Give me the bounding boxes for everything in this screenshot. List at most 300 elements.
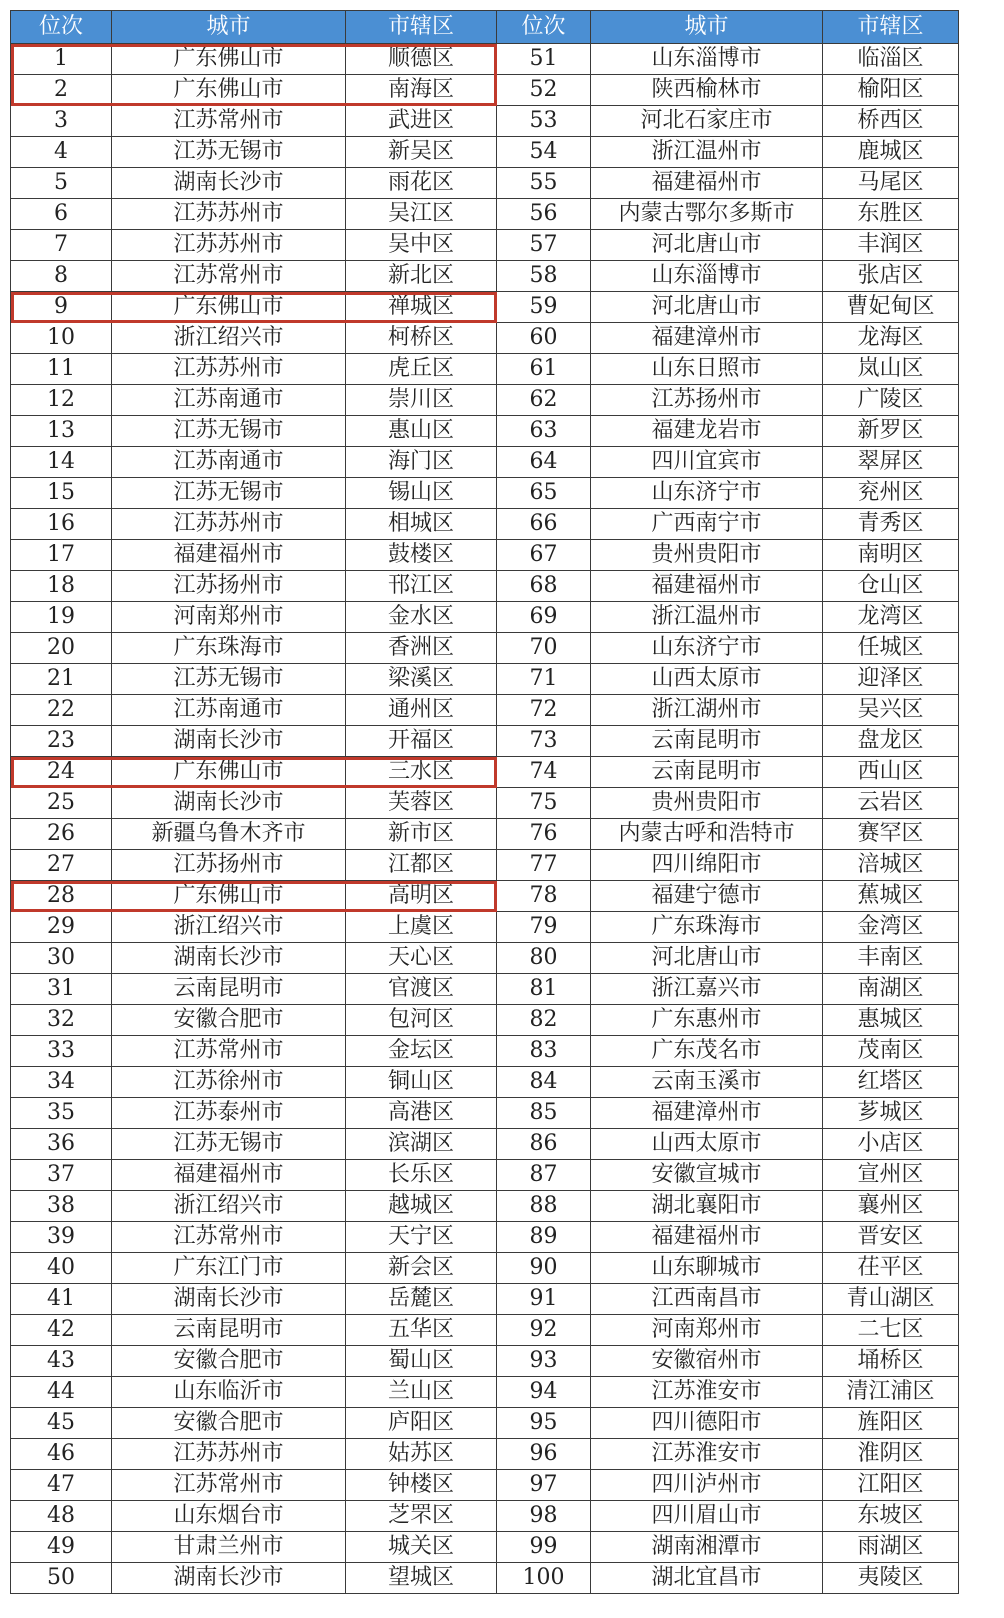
city-cell: 内蒙古鄂尔多斯市 [591, 199, 823, 230]
district-cell: 开福区 [346, 726, 497, 757]
rank-cell: 36 [11, 1129, 112, 1160]
table-row [11, 912, 959, 943]
city-cell: 福建福州市 [591, 1222, 823, 1253]
rank-cell: 13 [11, 416, 112, 447]
district-cell: 江都区 [346, 850, 497, 881]
table-row [11, 1532, 959, 1563]
city-cell: 江苏南通市 [112, 385, 346, 416]
table-row [11, 1005, 959, 1036]
table-row [11, 1191, 959, 1222]
rank-cell: 85 [497, 1098, 591, 1129]
district-cell: 清江浦区 [823, 1377, 959, 1408]
district-cell: 东坡区 [823, 1501, 959, 1532]
table-row [11, 1222, 959, 1253]
rank-cell: 34 [11, 1067, 112, 1098]
rank-cell: 37 [11, 1160, 112, 1191]
city-cell: 福建福州市 [112, 1160, 346, 1191]
district-cell: 新北区 [346, 261, 497, 292]
rank-cell: 71 [497, 664, 591, 695]
rank-cell: 76 [497, 819, 591, 850]
rank-cell: 46 [11, 1439, 112, 1470]
district-cell: 仓山区 [823, 571, 959, 602]
city-cell: 广东珠海市 [112, 633, 346, 664]
city-cell: 福建福州市 [112, 540, 346, 571]
city-cell: 河北唐山市 [591, 292, 823, 323]
rank-cell: 44 [11, 1377, 112, 1408]
district-cell: 翠屏区 [823, 447, 959, 478]
table-row [11, 1036, 959, 1067]
district-cell: 官渡区 [346, 974, 497, 1005]
city-cell: 广东佛山市 [112, 75, 346, 106]
district-cell: 青秀区 [823, 509, 959, 540]
district-cell: 鹿城区 [823, 137, 959, 168]
city-cell: 江苏苏州市 [112, 230, 346, 261]
rank-cell: 57 [497, 230, 591, 261]
rank-cell: 4 [11, 137, 112, 168]
rank-cell: 7 [11, 230, 112, 261]
city-cell: 浙江嘉兴市 [591, 974, 823, 1005]
rank-cell: 74 [497, 757, 591, 788]
table-row [11, 1315, 959, 1346]
city-cell: 四川眉山市 [591, 1501, 823, 1532]
city-cell: 云南昆明市 [591, 757, 823, 788]
city-cell: 湖南长沙市 [112, 168, 346, 199]
rank-cell: 89 [497, 1222, 591, 1253]
district-cell: 雨花区 [346, 168, 497, 199]
city-cell: 四川宜宾市 [591, 447, 823, 478]
district-cell: 通州区 [346, 695, 497, 726]
rank-cell: 47 [11, 1470, 112, 1501]
city-cell: 山西太原市 [591, 664, 823, 695]
rank-cell: 42 [11, 1315, 112, 1346]
rank-cell: 62 [497, 385, 591, 416]
district-cell: 夷陵区 [823, 1563, 959, 1594]
district-cell: 兰山区 [346, 1377, 497, 1408]
district-cell: 岳麓区 [346, 1284, 497, 1315]
city-cell: 江苏苏州市 [112, 1439, 346, 1470]
table-row [11, 137, 959, 168]
city-cell: 安徽合肥市 [112, 1408, 346, 1439]
table-row [11, 602, 959, 633]
district-cell: 海门区 [346, 447, 497, 478]
table-row [11, 1377, 959, 1408]
header-district-right: 市辖区 [823, 11, 959, 44]
district-cell: 迎泽区 [823, 664, 959, 695]
rank-cell: 64 [497, 447, 591, 478]
city-cell: 四川绵阳市 [591, 850, 823, 881]
table-row [11, 44, 959, 75]
table-row [11, 974, 959, 1005]
city-cell: 江苏淮安市 [591, 1377, 823, 1408]
rank-cell: 23 [11, 726, 112, 757]
city-cell: 四川德阳市 [591, 1408, 823, 1439]
ranking-table-container [10, 10, 959, 1594]
district-cell: 淮阴区 [823, 1439, 959, 1470]
header-city-right: 城市 [591, 11, 823, 44]
rank-cell: 84 [497, 1067, 591, 1098]
district-cell: 吴兴区 [823, 695, 959, 726]
rank-cell: 80 [497, 943, 591, 974]
city-cell: 江苏苏州市 [112, 354, 346, 385]
table-row [11, 633, 959, 664]
rank-cell: 73 [497, 726, 591, 757]
district-cell: 鼓楼区 [346, 540, 497, 571]
city-cell: 江苏南通市 [112, 695, 346, 726]
rank-cell: 52 [497, 75, 591, 106]
city-cell: 河北石家庄市 [591, 106, 823, 137]
city-cell: 湖南长沙市 [112, 1563, 346, 1594]
rank-cell: 97 [497, 1470, 591, 1501]
table-row [11, 1501, 959, 1532]
city-cell: 河南郑州市 [591, 1315, 823, 1346]
district-cell: 赛罕区 [823, 819, 959, 850]
rank-cell: 16 [11, 509, 112, 540]
rank-cell: 92 [497, 1315, 591, 1346]
rank-cell: 67 [497, 540, 591, 571]
district-cell: 临淄区 [823, 44, 959, 75]
city-cell: 江苏常州市 [112, 1036, 346, 1067]
table-row [11, 1067, 959, 1098]
table-row [11, 540, 959, 571]
rank-cell: 24 [11, 757, 112, 788]
district-cell: 姑苏区 [346, 1439, 497, 1470]
table-row [11, 1470, 959, 1501]
rank-cell: 2 [11, 75, 112, 106]
rank-cell: 28 [11, 881, 112, 912]
city-cell: 江苏无锡市 [112, 1129, 346, 1160]
city-cell: 浙江绍兴市 [112, 912, 346, 943]
rank-cell: 35 [11, 1098, 112, 1129]
city-cell: 湖南长沙市 [112, 1284, 346, 1315]
city-cell: 陕西榆林市 [591, 75, 823, 106]
table-row [11, 819, 959, 850]
rank-cell: 65 [497, 478, 591, 509]
table-row [11, 1346, 959, 1377]
district-cell: 张店区 [823, 261, 959, 292]
district-cell: 芙蓉区 [346, 788, 497, 819]
city-cell: 江苏无锡市 [112, 664, 346, 695]
district-cell: 东胜区 [823, 199, 959, 230]
district-cell: 芗城区 [823, 1098, 959, 1129]
rank-cell: 78 [497, 881, 591, 912]
rank-cell: 61 [497, 354, 591, 385]
city-cell: 山西太原市 [591, 1129, 823, 1160]
city-cell: 山东临沂市 [112, 1377, 346, 1408]
rank-cell: 27 [11, 850, 112, 881]
rank-cell: 26 [11, 819, 112, 850]
district-cell: 龙海区 [823, 323, 959, 354]
table-row [11, 757, 959, 788]
district-cell: 雨湖区 [823, 1532, 959, 1563]
rank-cell: 87 [497, 1160, 591, 1191]
city-cell: 山东淄博市 [591, 261, 823, 292]
rank-cell: 100 [497, 1563, 591, 1594]
city-cell: 广东珠海市 [591, 912, 823, 943]
rank-cell: 54 [497, 137, 591, 168]
district-cell: 青山湖区 [823, 1284, 959, 1315]
city-cell: 贵州贵阳市 [591, 540, 823, 571]
table-row [11, 850, 959, 881]
city-cell: 贵州贵阳市 [591, 788, 823, 819]
table-row [11, 292, 959, 323]
city-cell: 安徽宣城市 [591, 1160, 823, 1191]
rank-cell: 91 [497, 1284, 591, 1315]
rank-cell: 41 [11, 1284, 112, 1315]
city-cell: 江苏常州市 [112, 1470, 346, 1501]
city-cell: 福建福州市 [591, 571, 823, 602]
city-cell: 浙江温州市 [591, 602, 823, 633]
district-cell: 柯桥区 [346, 323, 497, 354]
city-cell: 山东聊城市 [591, 1253, 823, 1284]
city-cell: 云南昆明市 [112, 1315, 346, 1346]
city-cell: 江苏扬州市 [112, 571, 346, 602]
city-cell: 安徽宿州市 [591, 1346, 823, 1377]
city-cell: 江苏常州市 [112, 106, 346, 137]
rank-cell: 19 [11, 602, 112, 633]
header-city-left: 城市 [112, 11, 346, 44]
city-cell: 广东佛山市 [112, 44, 346, 75]
city-cell: 湖南湘潭市 [591, 1532, 823, 1563]
table-row [11, 726, 959, 757]
district-cell: 江阳区 [823, 1470, 959, 1501]
rank-cell: 50 [11, 1563, 112, 1594]
rank-cell: 22 [11, 695, 112, 726]
district-cell: 榆阳区 [823, 75, 959, 106]
district-cell: 丰润区 [823, 230, 959, 261]
city-cell: 山东济宁市 [591, 633, 823, 664]
district-cell: 高港区 [346, 1098, 497, 1129]
rank-cell: 6 [11, 199, 112, 230]
rank-cell: 31 [11, 974, 112, 1005]
rank-cell: 70 [497, 633, 591, 664]
district-cell: 吴中区 [346, 230, 497, 261]
district-cell: 锡山区 [346, 478, 497, 509]
district-cell: 新会区 [346, 1253, 497, 1284]
city-cell: 江苏淮安市 [591, 1439, 823, 1470]
district-cell: 邗江区 [346, 571, 497, 602]
rank-cell: 63 [497, 416, 591, 447]
rank-cell: 10 [11, 323, 112, 354]
table-row [11, 106, 959, 137]
table-row [11, 695, 959, 726]
city-cell: 湖南长沙市 [112, 788, 346, 819]
table-row [11, 75, 959, 106]
city-cell: 安徽合肥市 [112, 1005, 346, 1036]
rank-cell: 11 [11, 354, 112, 385]
rank-cell: 55 [497, 168, 591, 199]
table-row [11, 1284, 959, 1315]
district-cell: 埇桥区 [823, 1346, 959, 1377]
district-cell: 吴江区 [346, 199, 497, 230]
table-row [11, 168, 959, 199]
rank-cell: 72 [497, 695, 591, 726]
city-cell: 湖北宜昌市 [591, 1563, 823, 1594]
rank-cell: 17 [11, 540, 112, 571]
city-cell: 浙江湖州市 [591, 695, 823, 726]
rank-cell: 43 [11, 1346, 112, 1377]
district-cell: 武进区 [346, 106, 497, 137]
district-cell: 广陵区 [823, 385, 959, 416]
district-cell: 三水区 [346, 757, 497, 788]
district-cell: 惠城区 [823, 1005, 959, 1036]
table-row [11, 1253, 959, 1284]
city-cell: 江苏无锡市 [112, 416, 346, 447]
district-cell: 新罗区 [823, 416, 959, 447]
city-cell: 广东佛山市 [112, 757, 346, 788]
rank-cell: 94 [497, 1377, 591, 1408]
city-cell: 湖南长沙市 [112, 726, 346, 757]
city-cell: 安徽合肥市 [112, 1346, 346, 1377]
rank-cell: 60 [497, 323, 591, 354]
rank-cell: 56 [497, 199, 591, 230]
table-row [11, 1439, 959, 1470]
rank-cell: 95 [497, 1408, 591, 1439]
rank-cell: 86 [497, 1129, 591, 1160]
city-cell: 河北唐山市 [591, 230, 823, 261]
district-cell: 滨湖区 [346, 1129, 497, 1160]
rank-cell: 25 [11, 788, 112, 819]
rank-cell: 20 [11, 633, 112, 664]
table-row [11, 199, 959, 230]
rank-cell: 38 [11, 1191, 112, 1222]
district-cell: 五华区 [346, 1315, 497, 1346]
district-cell: 岚山区 [823, 354, 959, 385]
rank-cell: 12 [11, 385, 112, 416]
city-cell: 山东济宁市 [591, 478, 823, 509]
district-cell: 茂南区 [823, 1036, 959, 1067]
rank-cell: 93 [497, 1346, 591, 1377]
table-row [11, 416, 959, 447]
district-cell: 望城区 [346, 1563, 497, 1594]
rank-cell: 77 [497, 850, 591, 881]
rank-cell: 9 [11, 292, 112, 323]
city-cell: 广东佛山市 [112, 292, 346, 323]
district-cell: 上虞区 [346, 912, 497, 943]
rank-cell: 15 [11, 478, 112, 509]
city-cell: 江苏泰州市 [112, 1098, 346, 1129]
table-row [11, 385, 959, 416]
district-cell: 城关区 [346, 1532, 497, 1563]
rank-cell: 66 [497, 509, 591, 540]
district-cell: 崇川区 [346, 385, 497, 416]
city-cell: 江苏南通市 [112, 447, 346, 478]
rank-cell: 48 [11, 1501, 112, 1532]
district-cell: 蕉城区 [823, 881, 959, 912]
city-cell: 江苏苏州市 [112, 199, 346, 230]
city-cell: 山东淄博市 [591, 44, 823, 75]
district-cell: 虎丘区 [346, 354, 497, 385]
city-cell: 广东茂名市 [591, 1036, 823, 1067]
district-cell: 新吴区 [346, 137, 497, 168]
table-row [11, 509, 959, 540]
district-cell: 金坛区 [346, 1036, 497, 1067]
district-cell: 小店区 [823, 1129, 959, 1160]
district-cell: 曹妃甸区 [823, 292, 959, 323]
district-cell: 茌平区 [823, 1253, 959, 1284]
table-row [11, 788, 959, 819]
city-cell: 江苏扬州市 [112, 850, 346, 881]
district-cell: 芝罘区 [346, 1501, 497, 1532]
rank-cell: 96 [497, 1439, 591, 1470]
rank-cell: 75 [497, 788, 591, 819]
city-cell: 福建漳州市 [591, 1098, 823, 1129]
city-cell: 河南郑州市 [112, 602, 346, 633]
district-cell: 南明区 [823, 540, 959, 571]
table-header-row [11, 11, 959, 44]
rank-cell: 82 [497, 1005, 591, 1036]
rank-cell: 68 [497, 571, 591, 602]
rank-cell: 83 [497, 1036, 591, 1067]
city-cell: 福建宁德市 [591, 881, 823, 912]
header-district-left: 市辖区 [346, 11, 497, 44]
rank-cell: 45 [11, 1408, 112, 1439]
city-cell: 山东烟台市 [112, 1501, 346, 1532]
district-cell: 二七区 [823, 1315, 959, 1346]
city-cell: 浙江绍兴市 [112, 1191, 346, 1222]
district-cell: 襄州区 [823, 1191, 959, 1222]
district-cell: 西山区 [823, 757, 959, 788]
rank-cell: 99 [497, 1532, 591, 1563]
city-cell: 云南昆明市 [112, 974, 346, 1005]
rank-cell: 88 [497, 1191, 591, 1222]
rank-cell: 98 [497, 1501, 591, 1532]
city-cell: 四川泸州市 [591, 1470, 823, 1501]
district-cell: 梁溪区 [346, 664, 497, 695]
city-cell: 云南玉溪市 [591, 1067, 823, 1098]
district-cell: 钟楼区 [346, 1470, 497, 1501]
rank-cell: 33 [11, 1036, 112, 1067]
city-cell: 湖南长沙市 [112, 943, 346, 974]
header-rank-left: 位次 [11, 11, 112, 44]
rank-cell: 90 [497, 1253, 591, 1284]
rank-cell: 21 [11, 664, 112, 695]
city-cell: 河北唐山市 [591, 943, 823, 974]
city-cell: 广西南宁市 [591, 509, 823, 540]
rank-cell: 79 [497, 912, 591, 943]
district-cell: 云岩区 [823, 788, 959, 819]
city-cell: 广东惠州市 [591, 1005, 823, 1036]
district-cell: 晋安区 [823, 1222, 959, 1253]
district-cell: 金水区 [346, 602, 497, 633]
district-cell: 涪城区 [823, 850, 959, 881]
city-cell: 江苏苏州市 [112, 509, 346, 540]
city-cell: 广东江门市 [112, 1253, 346, 1284]
district-cell: 丰南区 [823, 943, 959, 974]
city-cell: 广东佛山市 [112, 881, 346, 912]
table-row [11, 1408, 959, 1439]
table-row [11, 1098, 959, 1129]
city-cell: 江苏扬州市 [591, 385, 823, 416]
rank-cell: 8 [11, 261, 112, 292]
rank-cell: 81 [497, 974, 591, 1005]
rank-cell: 18 [11, 571, 112, 602]
city-cell: 湖北襄阳市 [591, 1191, 823, 1222]
city-cell: 江苏无锡市 [112, 478, 346, 509]
table-row [11, 261, 959, 292]
district-cell: 南湖区 [823, 974, 959, 1005]
rank-cell: 59 [497, 292, 591, 323]
table-row [11, 1563, 959, 1594]
table-row [11, 354, 959, 385]
district-cell: 相城区 [346, 509, 497, 540]
table-row [11, 478, 959, 509]
district-cell: 香洲区 [346, 633, 497, 664]
city-cell: 江苏常州市 [112, 1222, 346, 1253]
district-cell: 高明区 [346, 881, 497, 912]
district-ranking-table [10, 10, 959, 1594]
district-cell: 宣州区 [823, 1160, 959, 1191]
district-cell: 惠山区 [346, 416, 497, 447]
